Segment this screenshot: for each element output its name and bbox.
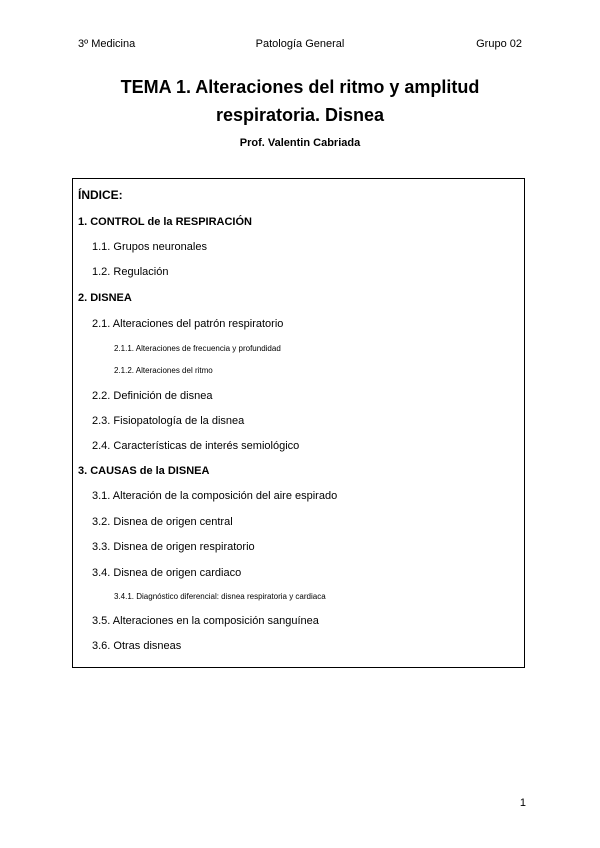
index-heading: ÍNDICE: (78, 188, 123, 202)
title-line-1: TEMA 1. Alteraciones del ritmo y amplitud (120, 77, 480, 97)
index-entry: 3.3. Disnea de origen respiratorio (92, 541, 255, 553)
header-group: Grupo 02 (476, 38, 522, 50)
index-entry: 1.2. Regulación (92, 266, 169, 278)
index-entry: 3.6. Otras disneas (92, 640, 182, 652)
header-course: 3º Medicina (78, 38, 136, 50)
index-entry: 2.2. Definición de disnea (92, 390, 213, 402)
index-entry: 3. CAUSAS de la DISNEA (78, 465, 210, 477)
index-entry: 3.4.1. Diagnóstico diferencial: disnea respiratoria y cardiaca (114, 592, 326, 601)
title-line-2: respiratoria. Disnea (215, 105, 385, 125)
document-title (0, 73, 600, 129)
index-entry: 2.1.2. Alteraciones del ritmo (114, 366, 213, 375)
author: Prof. Valentin Cabriada (239, 137, 361, 149)
index-entry: 2. DISNEA (78, 292, 132, 304)
index-entry: 2.1.1. Alteraciones de frecuencia y profundidad (114, 344, 281, 353)
index-box (72, 178, 525, 668)
index-entry: 2.3. Fisiopatología de la disnea (92, 415, 245, 427)
page-number: 1 (519, 797, 526, 809)
index-entry: 3.1. Alteración de la composición del aire espirado (92, 490, 338, 502)
index-entry: 3.5. Alteraciones en la composición sanguínea (92, 615, 319, 627)
index-entry: 2.1. Alteraciones del patrón respiratorio (92, 318, 284, 330)
index-entry: 3.4. Disnea de origen cardiaco (92, 567, 242, 579)
index-entry: 1.1. Grupos neuronales (92, 241, 207, 253)
header-subject: Patología General (255, 38, 345, 50)
index-entry: 1. CONTROL de la RESPIRACIÓN (78, 216, 252, 228)
index-entry: 2.4. Características de interés semiológico (92, 440, 300, 452)
index-entry: 3.2. Disnea de origen central (92, 516, 233, 528)
